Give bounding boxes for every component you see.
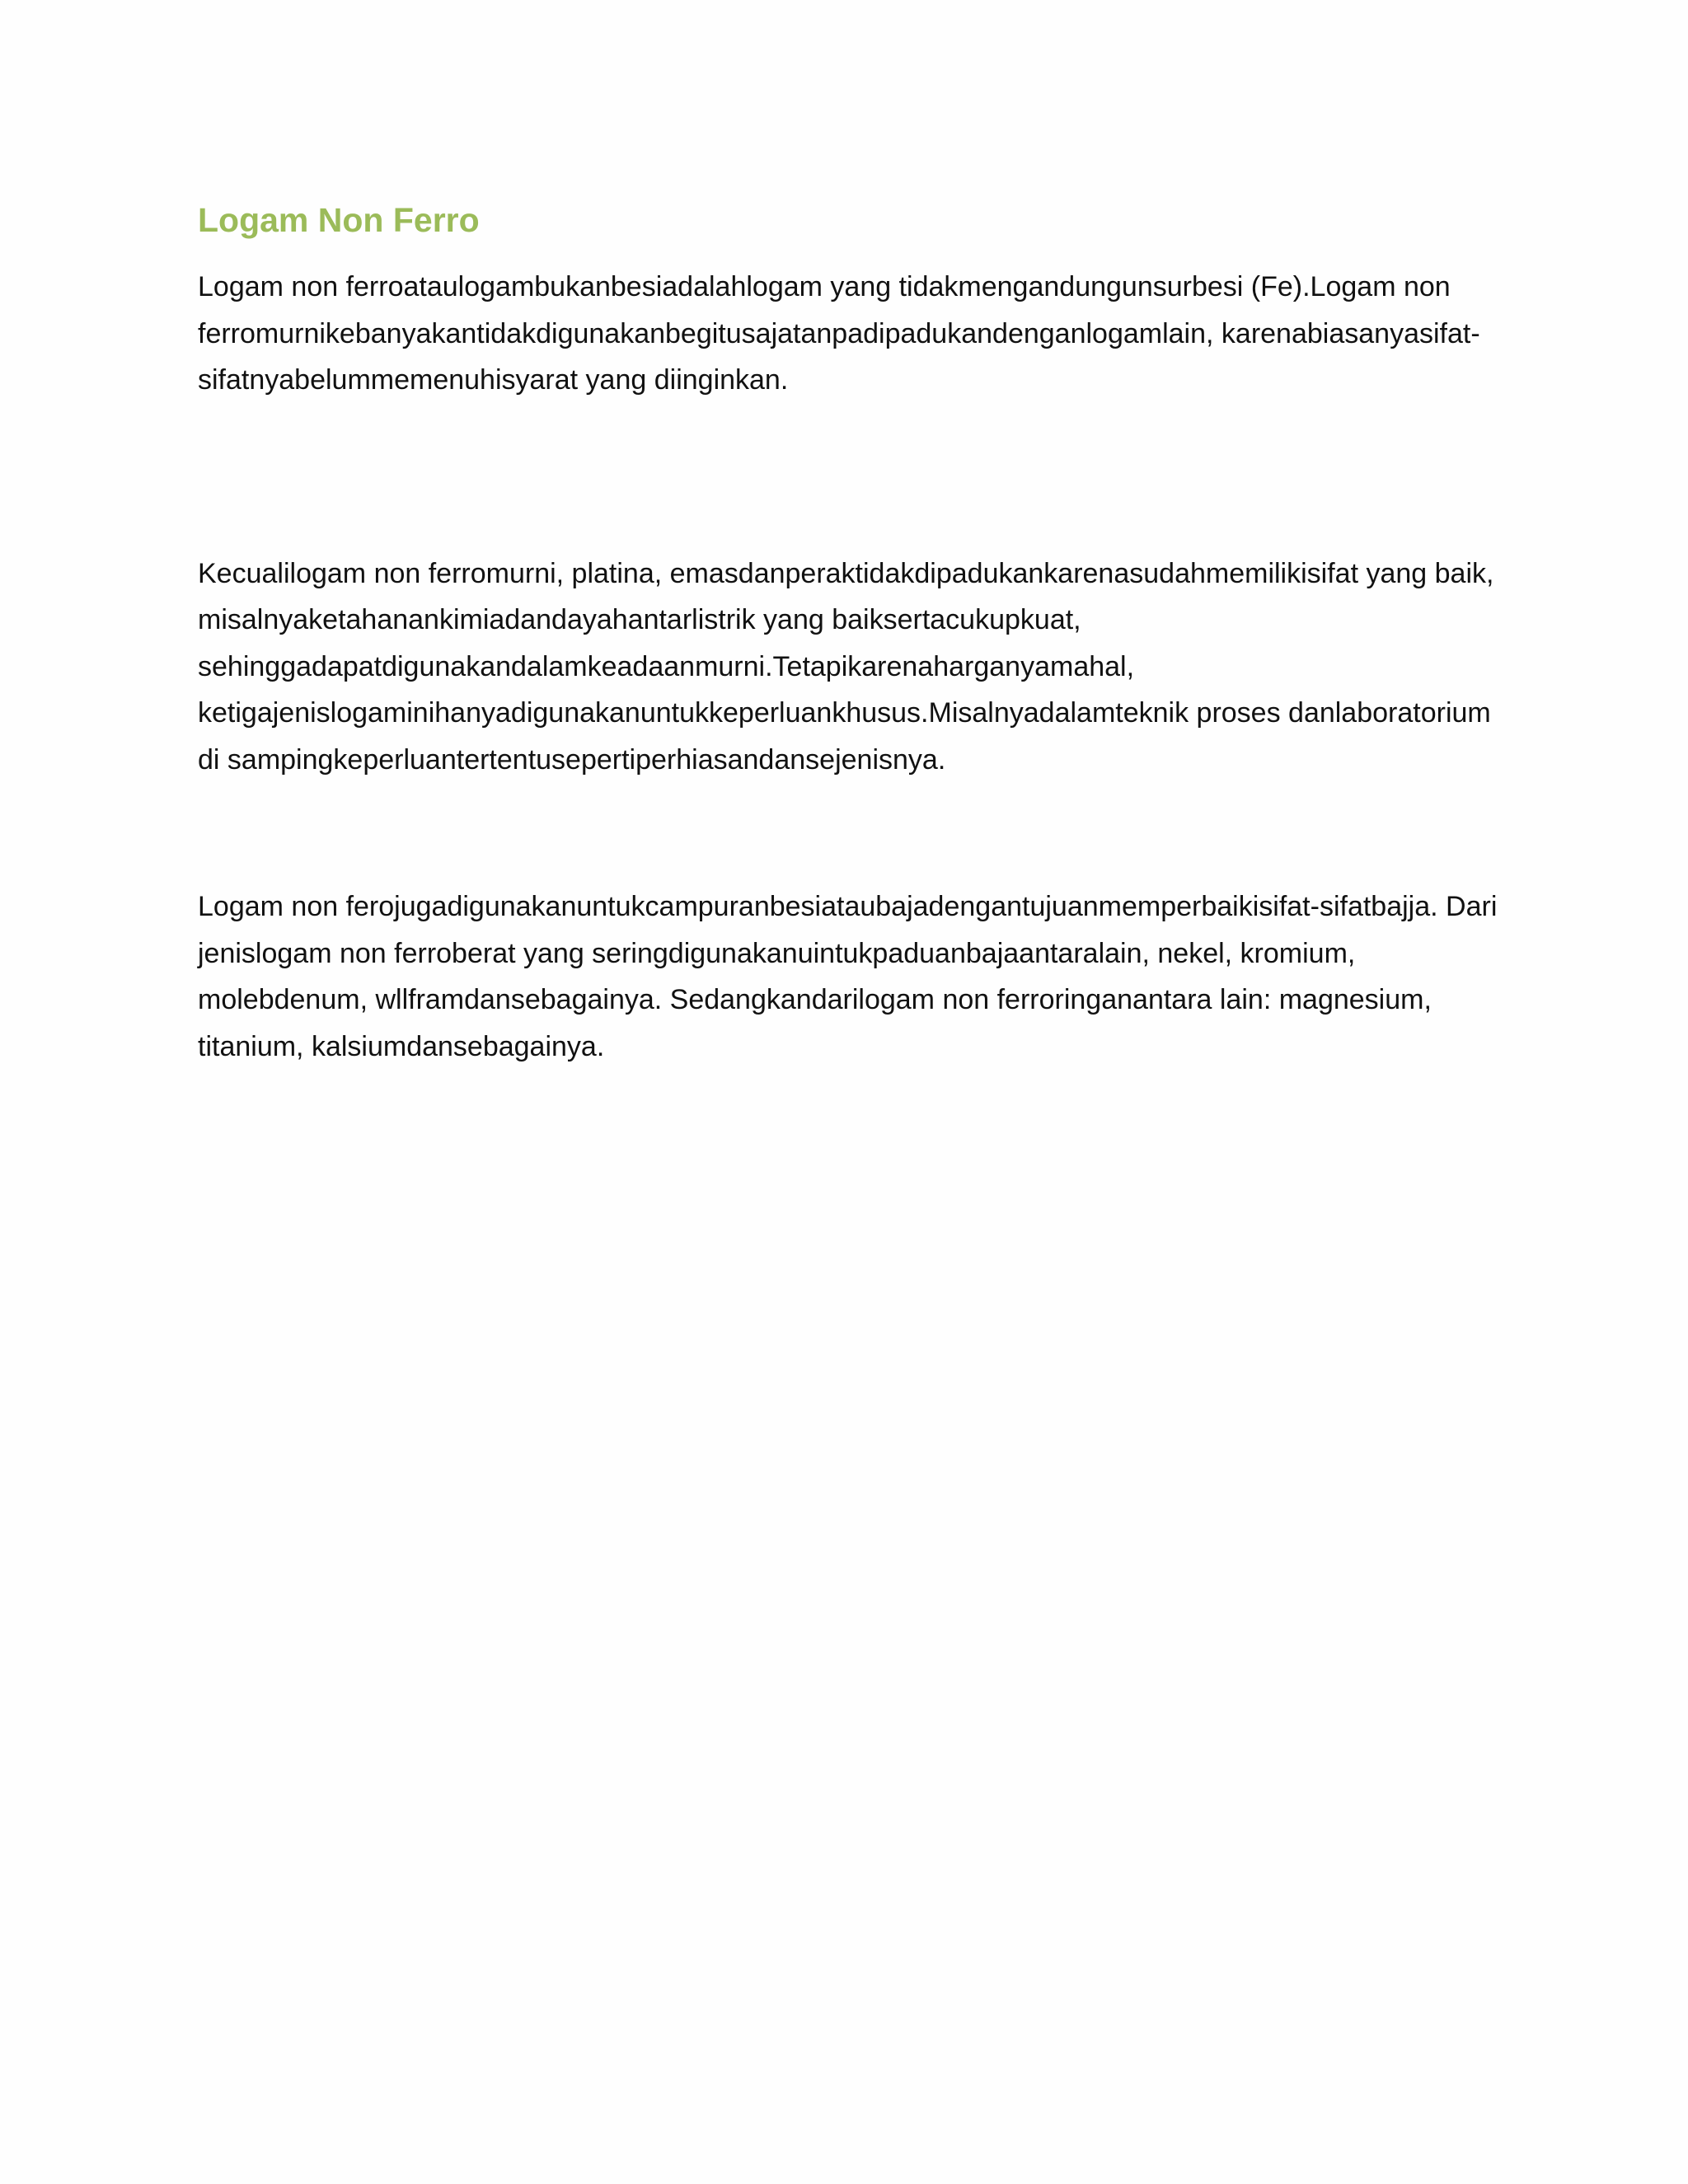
document-heading: Logam Non Ferro — [198, 201, 480, 239]
document-body — [198, 196, 1500, 1070]
paragraph-1: Logam non ferroataulogambukanbesiadalahlogam yang tidakmengandungunsurbesi (Fe).Logam non ferromurnikebanyakantidakdigunakanbegitusajatanpadipadukandenganlogamlain, karenabiasanyasifat-sifatnyabelummemenuhisyarat yang diinginkan. — [198, 271, 1480, 396]
paragraph-2: Kecualilogam non ferromurni, platina, emasdanperaktidakdipadukankarenasudahmemilikisifat yang baik, misalnyaketahanankimiadandayahantarlistrik yang baiksertacukupkuat, sehinggadapatdigunakandalamkeadaanmurni.Tetapikarenaharganyamahal, ketigajenislogaminihanyadigunakanuntukkeperluankhusus.Misalnyadalamteknik proses danlaboratorium di sampingkeperluantertentusepertiperhiasandansejenisnya. — [198, 557, 1494, 776]
paragraph-3: Logam non ferojugadigunakanuntukcampuranbesiataubajadengantujuanmemperbaikisifat-sifatbajja. Dari jenislogam non ferroberat yang seringdigunakanuintukpaduanbajaantaralain, nekel, kromium, molebdenum, wllframdansebagainya. Sedangkandarilogam non ferroringanantara lain: magnesium, titanium, kalsiumdansebagainya. — [198, 891, 1498, 1062]
